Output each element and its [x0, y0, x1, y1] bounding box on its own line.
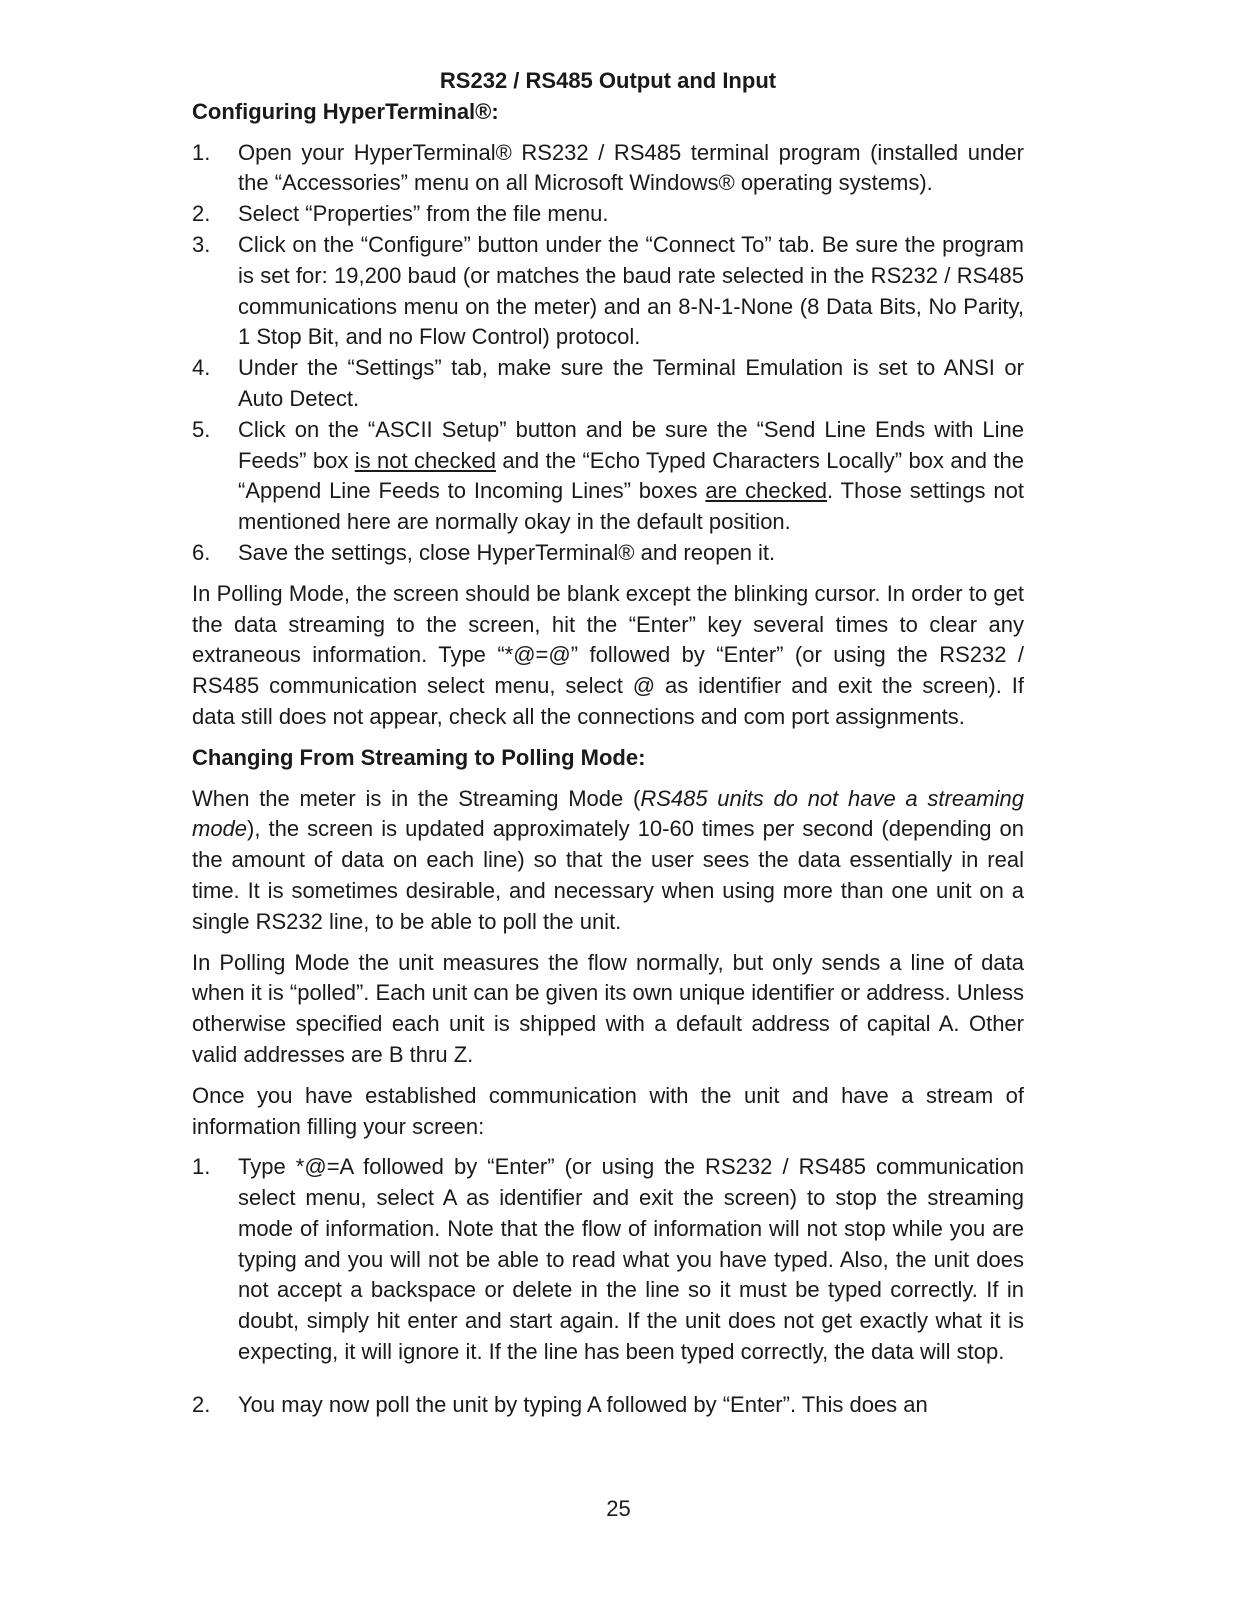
list-item — [192, 538, 1024, 569]
text-run: and the “Echo Typed Characters Locally” box and the “Append Line Feeds to Incoming Lines” boxes — [238, 447, 1025, 504]
text-run: ), the screen is updated approximately 10-60 times per second (depending on the amount of data on each line) so that the user sees the data essentially in real time. It is sometimes desirable, and necessary when using more than one unit on a single RS232 line, to be able to poll the unit. — [192, 816, 1024, 934]
list-text: Under the “Settings” tab, make sure the Terminal Emulation is set to ANSI or Auto Detect. — [238, 355, 1024, 411]
list-text: Click on the “Configure” button under the “Connect To” tab. Be sure the program is set for: 19,200 baud (or matches the baud rate selected in the RS232 / RS485 communications menu on the meter) and an 8-N-1-None (8 Data Bits, No Parity, 1 Stop Bit, and no Flow Control) protocol. — [238, 231, 1024, 350]
list-text: Select “Properties” from the file menu. — [238, 201, 609, 227]
text-run: . Those settings not mentioned here are normally okay in the default position. — [238, 478, 1024, 535]
list-text: Save the settings, close HyperTerminal® and reopen it. — [238, 539, 776, 565]
list-number: 6. — [192, 539, 211, 565]
list-item — [192, 415, 1024, 538]
configuring-steps-list — [192, 138, 1024, 569]
polling-mode-paragraph: In Polling Mode, the screen should be blank except the blinking cursor. In order to get the data streaming to the screen, hit the “Enter” key several times to clear any extraneous information. Type “*@=@” followed by “Enter” (or using the RS232 / RS485 communication select menu, select @ as identifier and exit the screen). If data still does not appear, check all the connections and com port assignments. — [192, 580, 1024, 729]
list-item — [192, 230, 1024, 353]
italic-text: RS485 units do not have a streaming mode — [192, 785, 1024, 842]
polling-address-paragraph: In Polling Mode the unit measures the flow normally, but only sends a line of data when it is “polled”. Each unit can be given its own unique identifier or address. Unless otherwise specified each unit is shipped with a default address of capital A. Other valid addresses are B thru Z. — [192, 949, 1024, 1067]
list-item — [192, 353, 1024, 415]
list-number: 1. — [192, 139, 211, 165]
document-page — [192, 66, 1024, 1421]
list-number: 5. — [192, 416, 211, 442]
list-text: Open your HyperTerminal® RS232 / RS485 terminal program (installed under the “Accessories” menu on all Microsoft Windows® operating systems). — [238, 139, 1024, 196]
streaming-mode-paragraph — [192, 784, 1024, 938]
list-number: 1. — [192, 1154, 211, 1180]
list-item — [192, 199, 1024, 230]
list-text — [238, 415, 1024, 538]
established-communication-paragraph: Once you have established communication with the unit and have a stream of information filling your screen: — [192, 1082, 1024, 1139]
list-item — [192, 138, 1024, 200]
list-text: You may now poll the unit by typing A followed by “Enter”. This does an — [238, 1391, 928, 1417]
list-number: 4. — [192, 355, 211, 381]
list-number: 2. — [192, 201, 211, 227]
text-run: Click on the “ASCII Setup” button and be sure the “Send Line Ends with Line Feeds” box — [238, 416, 1024, 473]
list-number: 2. — [192, 1391, 211, 1417]
polling-steps-list — [192, 1152, 1024, 1420]
list-item — [192, 1390, 1024, 1421]
section-title-configuring: Configuring HyperTerminal®: — [192, 98, 499, 124]
list-text: Type *@=A followed by “Enter” (or using the RS232 / RS485 communication select menu, select A as identifier and exit the screen) to stop the streaming mode of information. Note that the flow of information will not stop while you are typing and you will not be able to read what you have typed. Also, the unit does not accept a backspace or delete in the line so it must be typed correctly. If in doubt, simply hit enter and start again. If the unit does not get exactly what it is expecting, it will ignore it. If the line has been typed correctly, the data will stop. — [238, 1154, 1024, 1365]
list-number: 3. — [192, 231, 211, 257]
section-title-streaming-to-polling: Changing From Streaming to Polling Mode: — [192, 744, 646, 770]
page-number: 25 — [606, 1496, 631, 1521]
underlined-text: is not checked — [354, 447, 496, 473]
underlined-text: are checked — [705, 478, 828, 504]
page-header: RS232 / RS485 Output and Input — [439, 68, 777, 93]
list-item — [192, 1152, 1024, 1368]
text-run: When the meter is in the Streaming Mode ( — [192, 785, 641, 811]
